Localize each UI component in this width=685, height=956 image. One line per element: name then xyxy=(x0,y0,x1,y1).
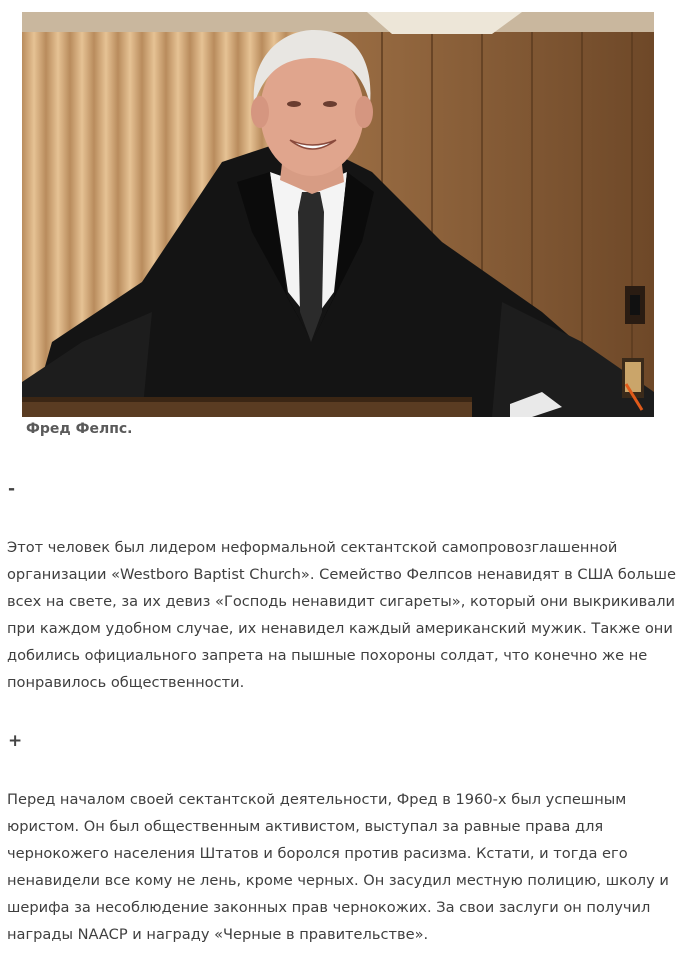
negative-paragraph: Этот человек был лидером неформальной сектантской самопровозглашенной организации «Westboro Baptist Church». Семейство Фелпсов ненавидят в США больше всех на свете, за их девиз «Господь ненавидит сигареты», который они выкрикивали при каждом удобном случае, их ненавидел каждый американский мужик. Также они добились официального запрета на пышные похороны солдат, что конечно же не понравилось общественности. xyxy=(7,539,677,691)
plus-marker: + xyxy=(8,731,23,751)
photo-caption: Фред Фелпс. xyxy=(26,421,133,437)
portrait-illustration xyxy=(22,12,654,417)
article-photo xyxy=(22,12,654,417)
positive-paragraph: Перед началом своей сектантской деятельности, Фред в 1960-х был успешным юристом. Он был общественным активистом, выступал за равные права для чернокожего населения Штатов и боролся против расизма. Кстати, и тогда его ненавидели все кому не лень, кроме черных. Он засудил местную полицию, школу и шерифа за несоблюдение законных прав чернокожих. За свои заслуги он получил награды NAACP и награду «Черные в правительстве». xyxy=(7,791,669,943)
minus-marker: - xyxy=(8,479,16,499)
